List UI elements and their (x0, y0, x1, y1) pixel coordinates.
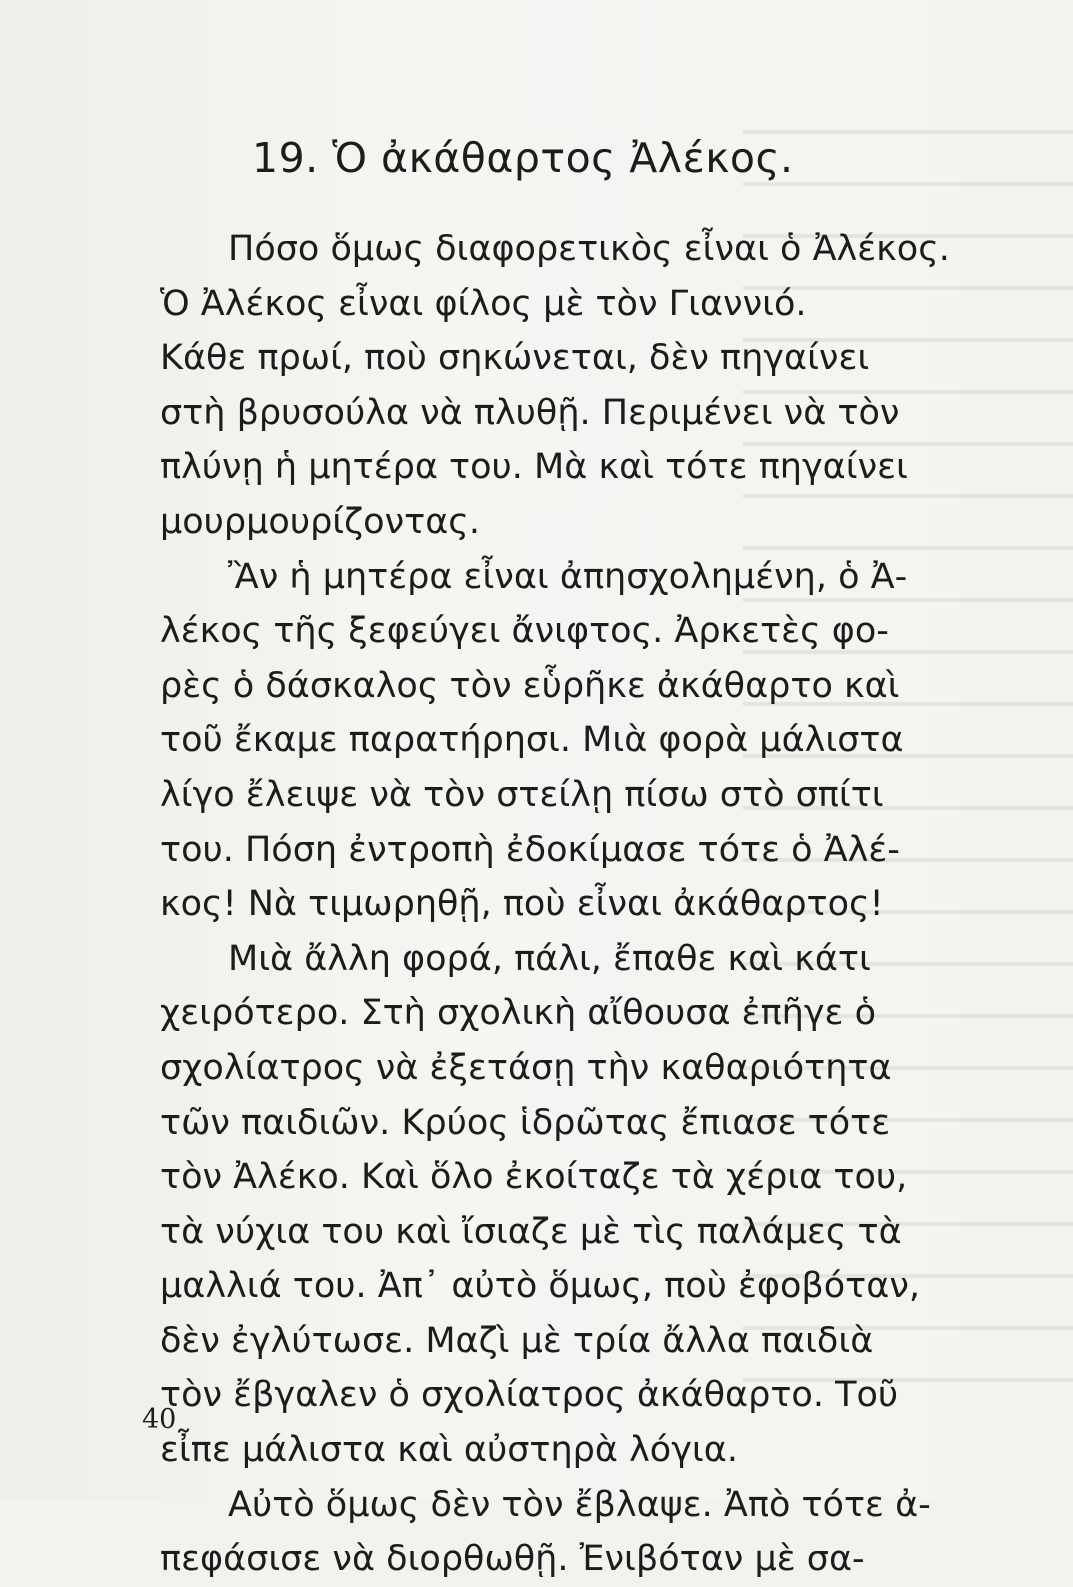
text-line: ρὲς ὁ δάσκαλος τὸν εὗρῆκε ἀκάθαρτο καὶ (160, 665, 900, 706)
text-line: Κάθε πρωί, ποὺ σηκώνεται, δὲν πηγαίνει (160, 338, 870, 379)
text-line: τὸν ἔβγαλεν ὁ σχολίατρος ἀκάθαρτο. Τοῦ (160, 1375, 899, 1416)
text-line: τὰ νύχια του καὶ ἴσιαζε μὲ τὶς παλάμες τὰ (160, 1211, 902, 1252)
text-line: τῶν παιδιῶν. Κρύος ἱδρῶτας ἔπιασε τότε (160, 1102, 891, 1143)
text-line: μαλλιά του. Ἀπ᾿ αὐτὸ ὅμως, ποὺ ἐφοβόταν, (160, 1266, 921, 1307)
text-line: τοῦ ἔκαμε παρατήρησι. Μιὰ φορὰ μάλιστα (160, 720, 904, 761)
text-line: Αὐτὸ ὅμως δὲν τὸν ἔβλαψε. Ἀπὸ τότε ἀ- (228, 1484, 931, 1525)
text-line: σχολίατρος νὰ ἐξετάσῃ τὴν καθαριότητα (160, 1047, 892, 1088)
text-line: στὴ βρυσούλα νὰ πλυθῇ. Περιμένει νὰ τὸν (160, 392, 900, 433)
text-line: Μιὰ ἄλλη φορά, πάλι, ἔπαθε καὶ κάτι (228, 938, 871, 979)
body-text (160, 222, 1000, 1587)
text-line: χειρότερο. Στὴ σχολικὴ αἴθουσα ἐπῆγε ὁ (160, 993, 876, 1034)
text-line: τὸν Ἀλέκο. Καὶ ὅλο ἐκοίταζε τὰ χέρια του, (160, 1157, 908, 1198)
text-line: του. Πόση ἐντροπὴ ἐδοκίμασε τότε ὁ Ἀλέ- (160, 829, 900, 870)
text-line: κος! Νὰ τιμωρηθῇ, ποὺ εἶναι ἀκάθαρτος! (160, 884, 884, 925)
text-line: πλύνῃ ἡ μητέρα του. Μὰ καὶ τότε πηγαίνει (160, 447, 908, 488)
text-line: λέκος τῆς ξεφεύγει ἄνιφτος. Ἀρκετὲς φο- (160, 611, 889, 652)
text-line: Ἂν ἡ μητέρα εἶναι ἀπησχολημένη, ὁ Ἀ- (228, 556, 908, 597)
text-line: λίγο ἔλειψε νὰ τὸν στείλῃ πίσω στὸ σπίτι (160, 774, 884, 815)
chapter-title: 19. Ὁ ἀκάθαρτος Ἀλέκος. (252, 134, 794, 182)
text-line: Ὁ Ἀλέκος εἶναι φίλος μὲ τὸν Γιαννιό. (160, 283, 807, 324)
text-line: πεφάσισε νὰ διορθωθῇ. Ἐνιβόταν μὲ σα- (160, 1539, 865, 1580)
text-line: μουρμουρίζοντας. (160, 501, 480, 542)
page-number: 40 (142, 1404, 177, 1435)
text-line: εἶπε μάλιστα καὶ αὐστηρὰ λόγια. (160, 1430, 738, 1471)
text-line: Πόσο ὅμως διαφορετικὸς εἶναι ὁ Ἀλέκος. (228, 229, 950, 269)
text-line: δὲν ἐγλύτωσε. Μαζὶ μὲ τρία ἄλλα παιδιὰ (160, 1320, 874, 1361)
